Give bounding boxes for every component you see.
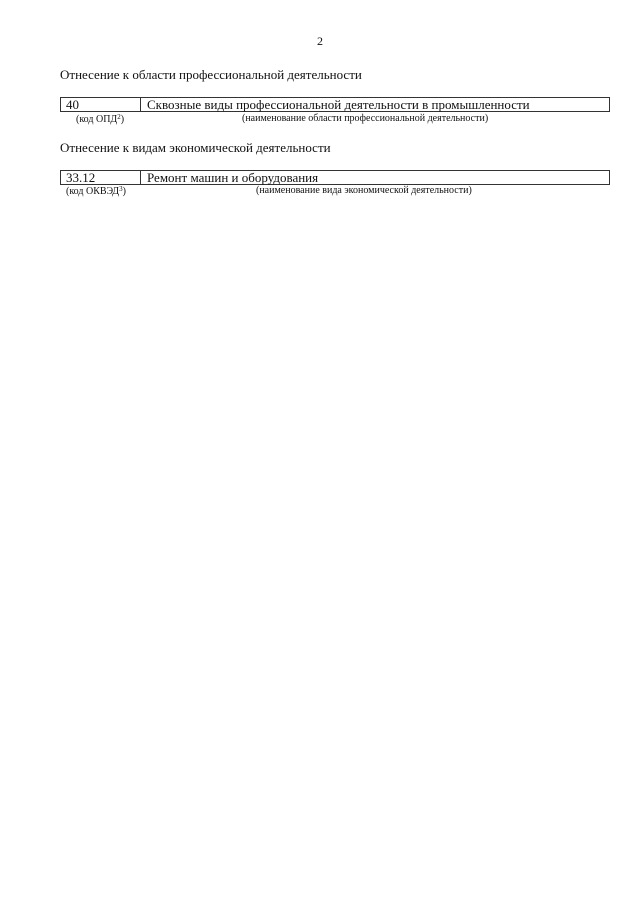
professional-area-heading: Отнесение к области профессиональной деятельности xyxy=(60,67,362,82)
okved-code-caption: (код ОКВЭД$^3$) xyxy=(66,185,126,197)
opd-name-cell: Сквозные виды профессиональной деятельности в промышленности xyxy=(147,97,530,112)
okved-name-caption: (наименование вида экономической деятельности) xyxy=(256,185,472,196)
opd-code-cell: 40 xyxy=(61,98,141,111)
economic-activity-row xyxy=(60,170,610,185)
professional-area-row xyxy=(60,97,610,112)
economic-activity-heading: Отнесение к видам экономической деятельности xyxy=(60,140,331,155)
okved-name-cell: Ремонт машин и оборудования xyxy=(147,170,319,185)
opd-name-caption: (наименование области профессиональной деятельности) xyxy=(242,113,489,124)
okved-code-cell: 33.12 xyxy=(61,171,141,184)
page-number: 2 xyxy=(317,34,323,48)
opd-code-caption: (код ОПД$^2$) xyxy=(76,113,125,125)
